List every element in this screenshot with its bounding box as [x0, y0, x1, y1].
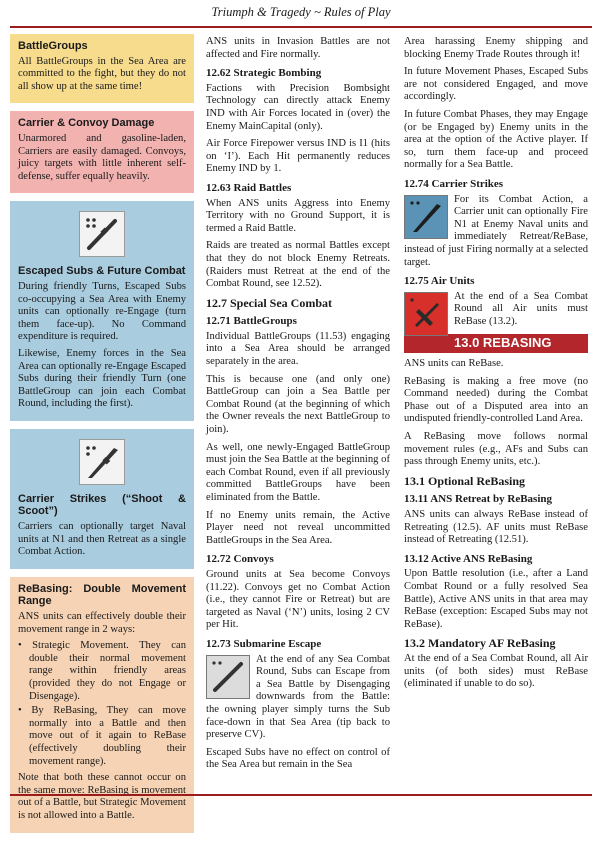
- paragraph: If no Enemy units remain, the Active Player need not reveal uncommitted BattleGroups in the Sea Area.: [206, 509, 390, 546]
- paragraph: Air Force Firepower versus IND is I1 (hits on ‘I’). Each Hit permanently reduces Enemy IND by 1.: [206, 138, 390, 175]
- page-header: Triumph & Tragedy ~ Rules of Play: [211, 5, 391, 19]
- main-column-3: [404, 36, 588, 696]
- paragraph: A ReBasing move follows normal movement rules (e.g., AFs and Subs can pass through Enemy units, etc.).: [404, 431, 588, 468]
- section-heading: 13.12 Active ANS ReBasing: [404, 552, 533, 565]
- section-heading: 12.63 Raid Battles: [206, 181, 292, 194]
- box-text: Unarmored and gasoline-laden, Carriers are easily damaged. Convoys, juicy targets with little inherent self-defense, suffer equally heavily.: [18, 132, 186, 182]
- paragraph: ANS units can always ReBase instead of Retreating (12.5). AF units must ReBase instead of Retreating (12.51).: [404, 509, 588, 546]
- paragraph: Area harassing Enemy shipping and blocking Enemy Trade Routes through it!: [404, 36, 588, 60]
- paragraph: [206, 654, 390, 742]
- carrier-convoy-box: [10, 111, 194, 193]
- paragraph: In future Combat Phases, they may Engage (or be Engaged by) Enemy units in the area at the option of the Active player. If so, turn them face-up and proceed normally for a Sea Battle.: [404, 108, 588, 171]
- escaped-subs-box: [10, 201, 194, 421]
- submarine-unit-icon: [79, 211, 125, 257]
- bullet-list: [18, 640, 186, 768]
- main-column-2: [206, 36, 390, 777]
- paragraph-text: At the end of any Sea Combat Round, Subs can Escape from a Sea Battle by Disengaging downwards from the Battle: the owning player simply turns the Sub face-down in that Sea Area (tip back to preserve CV).: [206, 653, 390, 741]
- paragraph: Factions with Precision Bombsight Technology can directly attack Enemy IND with Air Forces located in (over) the Enemy MainCapital (only).: [206, 82, 390, 132]
- paragraph: This is because one (and only one) BattleGroup can join a Sea Battle per Combat Round (at the beginning of which the Owner reveals the next BattleGroup to join).: [206, 373, 390, 436]
- carrier-strikes-box: [10, 429, 194, 569]
- paragraph: [404, 194, 588, 270]
- box-text: Likewise, Enemy forces in the Sea Area can optionally re-Engage Escaped Subs during their friendly Turn (one BattleGroup can join each Combat Round, including the first).: [18, 347, 186, 410]
- paragraph: When ANS units Aggress into Enemy Territory with no Ground Support, it is termed a Raid Battle.: [206, 197, 390, 234]
- box-title: ReBasing: Double Movement Range: [18, 582, 186, 608]
- footer-rule: [10, 794, 592, 796]
- paragraph: Upon Battle resolution (i.e., after a Land Combat Round or a fully resolved Sea Battle), Active ANS units in that area may ReBase (exception: Escaped Subs may not ReBase).: [404, 568, 588, 630]
- section-heading: 13.2 Mandatory AF ReBasing: [404, 636, 556, 651]
- paragraph: ReBasing is making a free move (no Command needed) during the Combat Phase out of a Disputed area into an undisputed friendly-controlled Land Area.: [404, 375, 588, 425]
- chapter-banner: 13.0 REBASING: [404, 334, 588, 353]
- paragraph-text: At the end of a Sea Combat Round all Air units must ReBase (13.2).: [454, 290, 588, 327]
- section-heading: 12.62 Strategic Bombing: [206, 67, 322, 80]
- paragraph-text: For its Combat Action, a Carrier unit can optionally Fire N1 at Enemy Naval units and immediately Retreat/ReBase, instead of just Firing normally at a selected target.: [404, 193, 588, 268]
- section-heading: 13.1 Optional ReBasing: [404, 473, 526, 488]
- box-title: Escaped Subs & Future Combat: [18, 265, 186, 278]
- paragraph: ANS units in Invasion Battles are not affected and Fire normally.: [206, 36, 390, 60]
- section-heading: 12.74 Carrier Strikes: [404, 177, 504, 190]
- section-heading: 13.11 ANS Retreat by ReBasing: [404, 493, 552, 506]
- list-item: • Strategic Movement. They can double their normal movement range within friendly areas (provided they do not Engage or Disengage).: [18, 640, 186, 702]
- box-text: During friendly Turns, Escaped Subs co-occupying a Sea Area with Enemy units can optionally re-Engage (turn them face-up). No Command expenditure is required.: [18, 280, 186, 343]
- box-text: All BattleGroups in the Sea Area are committed to the fight, but they do not all show up at the same time!: [18, 55, 186, 92]
- box-title: BattleGroups: [18, 40, 88, 52]
- paragraph: ANS units can ReBase.: [404, 358, 504, 370]
- section-heading: 12.72 Convoys: [206, 553, 274, 566]
- section-heading: 12.7 Special Sea Combat: [206, 295, 332, 310]
- box-title: Carrier Strikes (“Shoot & Scoot”): [18, 492, 186, 518]
- carrier-icon: [404, 195, 448, 239]
- section-heading: 12.73 Submarine Escape: [206, 637, 322, 650]
- paragraph: Raids are treated as normal Battles except that they do not block Enemy Retreats. (Raiders must Retreat at the end of the Combat Round, see 12.52).: [206, 240, 390, 290]
- carrier-unit-icon: [79, 439, 125, 485]
- box-text: Note that both these cannot occur on the same move: ReBasing is movement out of a Battle, but Strategic Movement is not allowed into a Battle.: [18, 772, 186, 821]
- box-text: ANS units can effectively double their movement range in 2 ways:: [18, 611, 186, 635]
- paragraph: As well, one newly-Engaged BattleGroup must join the Sea Battle at the beginning of each Combat Round, even if all previously committed BattleGroups have been eliminated from the Battle.: [206, 441, 390, 503]
- paragraph: Individual BattleGroups (11.53) engaging into a Sea Area should be arranged separately in the area.: [206, 330, 390, 368]
- paragraph: [404, 291, 588, 329]
- box-text: Carriers can optionally target Naval units at N1 and then Retreat as a single Combat Action.: [18, 521, 186, 558]
- section-heading: 12.75 Air Units: [404, 275, 475, 288]
- sidebar-column: [10, 34, 194, 841]
- air-unit-icon: [404, 292, 448, 336]
- battlegroups-box: [10, 34, 194, 103]
- paragraph: Ground units at Sea become Convoys (11.22). Convoys get no Combat Action (i.e., they cannot Fire or Retreat) but are targeted as Naval (‘N’) units, losing 2 CV per Hit.: [206, 568, 390, 631]
- paragraph: At the end of a Sea Combat Round, all Air units (of both sides) must ReBase (eliminated if unable to do so).: [404, 652, 588, 690]
- header-rule: [10, 26, 592, 28]
- list-item: • By ReBasing, They can move normally into a Battle and then move out of it again to ReBase (effectively doubling their movement range).: [18, 705, 186, 767]
- box-title: Carrier & Convoy Damage: [18, 117, 155, 130]
- paragraph: In future Movement Phases, Escaped Subs are not considered Engaged, and move accordingly.: [404, 66, 588, 103]
- submarine-icon: [206, 655, 250, 699]
- section-heading: 12.71 BattleGroups: [206, 315, 297, 328]
- paragraph: Escaped Subs have no effect on control of the Sea Area but remain in the Sea: [206, 746, 390, 771]
